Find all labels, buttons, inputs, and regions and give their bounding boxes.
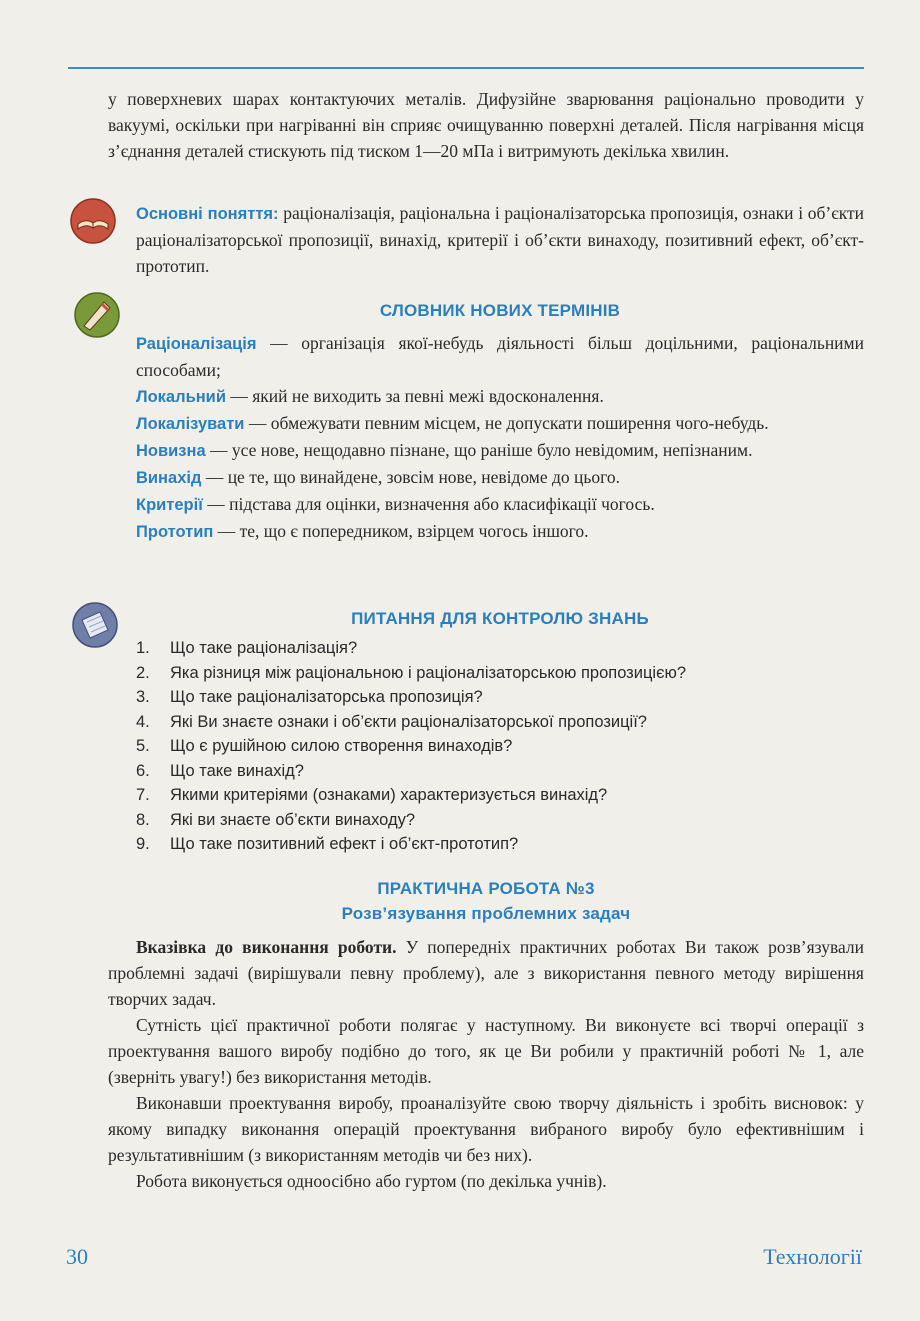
question-number: 7.	[136, 786, 150, 804]
question-number: 4.	[136, 712, 150, 731]
question-item	[136, 808, 864, 833]
key-concepts-label: Основні поняття:	[136, 205, 279, 223]
practical-paragraph: Сутність цієї практичної роботи полягає у наступному. Ви виконуєте всі творчі операції з проектування вашого виробу подібно до того, як це Ви робили у практичній роботі № 1, але (зверніть увагу!) без використання методів.	[108, 1015, 864, 1087]
glossary-term: Локалізувати	[136, 415, 245, 433]
glossary-item	[136, 491, 864, 518]
questions-heading: ПИТАННЯ ДЛЯ КОНТРОЛЮ ЗНАНЬ	[351, 609, 649, 628]
question-item	[136, 832, 864, 857]
question-number: 9.	[136, 835, 150, 853]
glossary-item	[136, 518, 864, 545]
glossary-definition: — організація якої-небудь діяльності більш доцільними, раціональними способами;	[136, 333, 864, 380]
question-icon	[70, 600, 120, 650]
question-number: 8.	[136, 810, 150, 829]
question-text: Які Ви знаєте ознаки і об’єкти раціоналізаторської пропозиції?	[170, 712, 647, 731]
glossary-term: Критерії	[136, 496, 203, 514]
glossary-definition: — обмежувати певним місцем, не допускати поширення чого-небудь.	[244, 413, 769, 433]
question-number: 6.	[136, 761, 150, 780]
question-text: Якими критеріями (ознаками) характеризується винахід?	[170, 786, 608, 804]
glossary-item	[136, 330, 864, 383]
glossary-term: Новизна	[136, 442, 206, 460]
key-concepts-text: раціоналізація, раціональна і раціоналізаторська пропозиція, ознаки і об’єкти раціоналізаторської пропозиції, винахід, критерії і об’єкти винаходу, позитивний ефект, об’єкт-прототип.	[136, 203, 864, 276]
glossary-item	[136, 437, 864, 464]
glossary-definition: — це те, що винайдене, зовсім нове, невідоме до цього.	[201, 467, 621, 487]
glossary-item	[136, 410, 864, 437]
glossary-definition: — усе нове, нещодавно пізнане, що раніше було невідомим, непізнаним.	[205, 440, 753, 460]
question-text: Яка різниця між раціональною і раціоналізаторською пропозицією?	[170, 663, 687, 682]
practical-paragraph: Вказівка до виконання роботи. У попередніх практичних роботах Ви також розв’язували проблемні задачі (вирішували певну проблему), але з використання певного методу вирішення творчих задач.	[108, 937, 864, 1009]
glossary	[136, 330, 864, 545]
glossary-heading: СЛОВНИК НОВИХ ТЕРМІНІВ	[379, 301, 621, 320]
top-rule	[68, 67, 864, 69]
question-item	[136, 661, 864, 686]
page-number: 30	[66, 1244, 88, 1269]
question-number: 2.	[136, 663, 150, 682]
glossary-definition: — підстава для оцінки, визначення або класифікації чогось.	[202, 494, 655, 514]
question-text: Які ви знаєте об’єкти винаходу?	[170, 810, 416, 829]
question-item	[136, 734, 864, 759]
question-item	[136, 710, 864, 735]
practical-heading: ПРАКТИЧНА РОБОТА №3	[377, 879, 595, 898]
glossary-term: Прототип	[136, 523, 214, 541]
intro-paragraph	[108, 86, 864, 164]
glossary-item	[136, 383, 864, 410]
glossary-definition: — те, що є попередником, взірцем чогось іншого.	[213, 521, 589, 541]
glossary-item	[136, 464, 864, 491]
question-item	[136, 685, 864, 710]
practical-lead: Вказівка до виконання роботи.	[136, 937, 397, 957]
question-text: Що таке раціоналізаторська пропозиція?	[170, 688, 483, 706]
key-concepts	[136, 200, 864, 279]
question-item	[136, 636, 864, 661]
practical-body	[108, 934, 864, 1194]
glossary-term: Раціоналізація	[136, 335, 257, 353]
question-text: Що таке винахід?	[170, 761, 304, 780]
book-title: Технології	[763, 1244, 862, 1269]
question-text: Що таке позитивний ефект і об’єкт-прототип?	[170, 835, 519, 853]
pen-icon	[72, 290, 122, 340]
glossary-term: Локальний	[136, 388, 226, 406]
question-number: 1.	[136, 639, 150, 657]
practical-paragraph: Робота виконується одноосібно або гуртом (по декілька учнів).	[136, 1171, 607, 1191]
question-number: 5.	[136, 737, 150, 755]
glossary-term: Винахід	[136, 469, 202, 487]
practical-subheading: Розв’язування проблемних задач	[341, 904, 631, 923]
question-number: 3.	[136, 688, 150, 706]
intro-text: у поверхневих шарах контактуючих металів. Дифузійне зварювання раціонально проводити у вакуумі, оскільки при нагріванні він сприяє очищуванню поверхні деталей. Після нагрівання місця з’єднання деталей стискують під тиском 1—20 мПа і витримують декілька хвилин.	[108, 89, 864, 161]
question-item	[136, 759, 864, 784]
questions-list	[136, 636, 864, 857]
question-text: Що таке раціоналізація?	[170, 639, 358, 657]
practical-paragraph: Виконавши проектування виробу, проаналізуйте свою творчу діяльність і зробіть висновок: у якому випадку виконання операцій проектування вибраного виробу було ефективнішим і результативнішим (з використанням методів чи без них).	[108, 1093, 864, 1165]
question-text: Що є рушійною силою створення винаходів?	[170, 737, 513, 755]
book-icon	[68, 196, 118, 246]
glossary-definition: — який не виходить за певні межі вдосконалення.	[225, 386, 604, 406]
question-item	[136, 783, 864, 808]
